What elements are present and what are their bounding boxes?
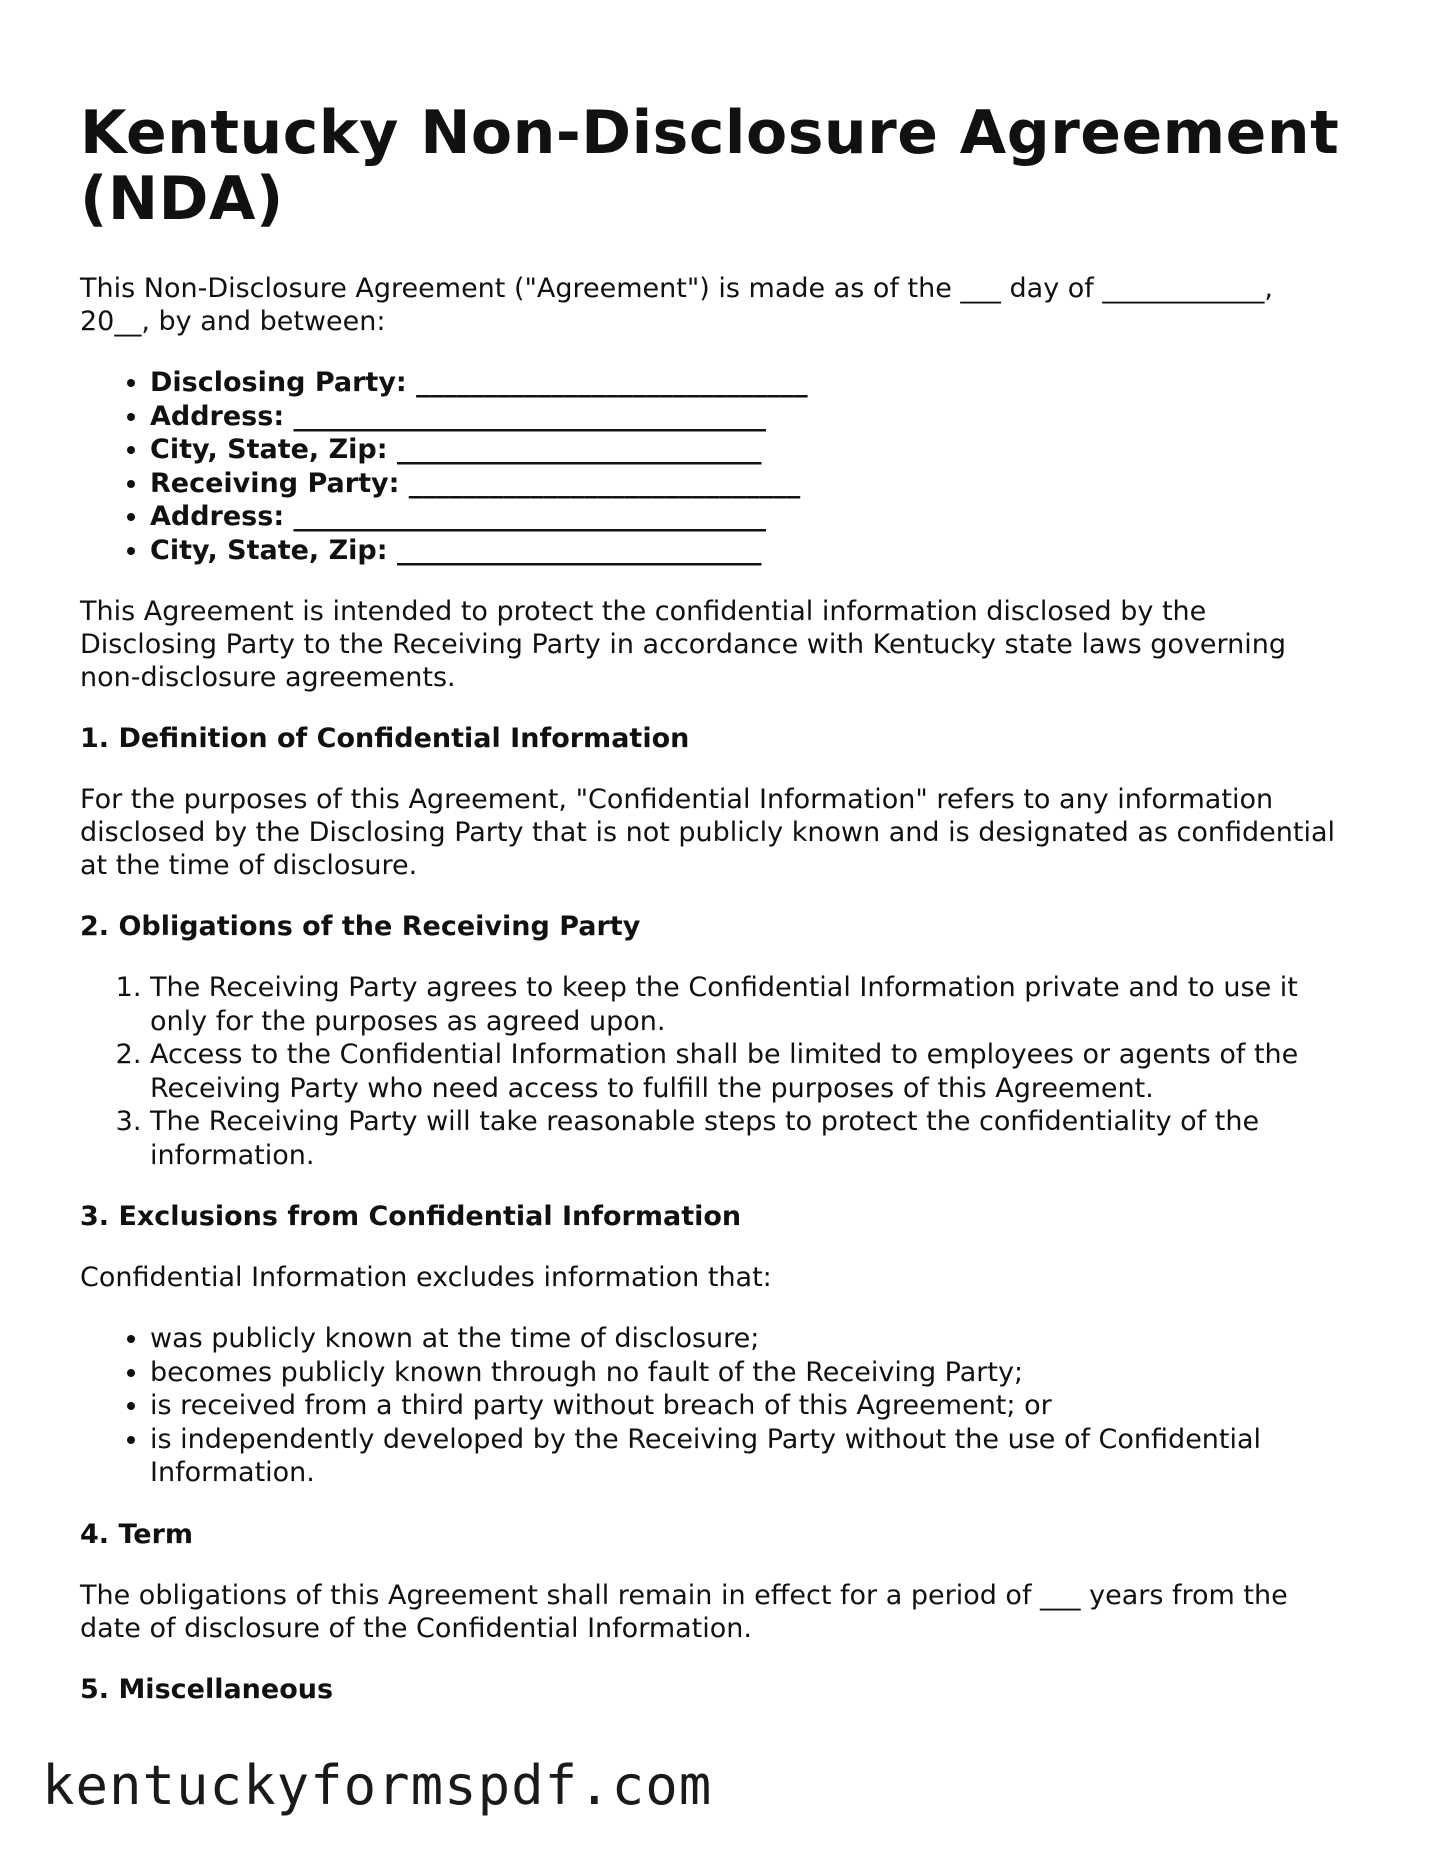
parties-list xyxy=(80,366,1350,567)
section-4-text: The obligations of this Agreement shall remain in effect for a period of ___ years from the date of disclosure of the Confidential Information. xyxy=(80,1579,1288,1644)
party-field-receiving-address: • Address: ___________________________________ xyxy=(150,500,1350,534)
intro-paragraph: This Non-Disclosure Agreement ("Agreement") is made as of the ___ day of ____________, 20__, by and between: xyxy=(80,273,1273,337)
obligations-list xyxy=(80,971,1350,1172)
exclusion-item: • was publicly known at the time of disclosure; xyxy=(150,1322,1350,1356)
party-field-disclosing-city: • City, State, Zip: ___________________________ xyxy=(150,433,1350,467)
exclusion-item: • is received from a third party without breach of this Agreement; or xyxy=(150,1389,1350,1423)
obligation-item: 2. Access to the Confidential Information shall be limited to employees or agents of the Receiving Party who need access to fulfill the purposes of this Agreement. xyxy=(150,1038,1350,1105)
purpose-paragraph: This Agreement is intended to protect the confidential information disclosed by the Disclosing Party to the Receiving Party in accordance with Kentucky state laws governing non-disclosure agreements. xyxy=(80,596,1286,693)
document-page xyxy=(80,100,1350,1734)
party-field-disclosing-party: • Disclosing Party: _____________________________ xyxy=(150,366,1350,400)
section-2-heading: 2. Obligations of the Receiving Party xyxy=(80,911,641,942)
exclusion-item: • becomes publicly known through no fault of the Receiving Party; xyxy=(150,1356,1350,1390)
section-3-heading: 3. Exclusions from Confidential Information xyxy=(80,1201,742,1232)
section-5-heading: 5. Miscellaneous xyxy=(80,1673,334,1705)
obligation-item: 3. The Receiving Party will take reasonable steps to protect the confidentiality of the information. xyxy=(150,1105,1350,1172)
section-4-heading: 4. Term xyxy=(80,1518,194,1550)
obligation-item: 1. The Receiving Party agrees to keep the Confidential Information private and to use it only for the purposes as agreed upon. xyxy=(150,971,1350,1038)
section-1-heading: 1. Definition of Confidential Information xyxy=(80,723,690,754)
site-watermark: kentuckyformspdf.com xyxy=(42,1754,713,1817)
document-title: Kentucky Non-Disclosure Agreement (NDA) xyxy=(80,98,1340,234)
section-1-text: For the purposes of this Agreement, "Confidential Information" refers to any information disclosed by the Disclosing Party that is not publicly known and is designated as confidential at the time of disclosure. xyxy=(80,784,1335,881)
party-field-disclosing-address: • Address: ___________________________________ xyxy=(150,400,1350,434)
exclusion-item: • is independently developed by the Receiving Party without the use of Confidential Information. xyxy=(150,1423,1350,1490)
section-3-text: Confidential Information excludes information that: xyxy=(80,1262,772,1293)
exclusions-list xyxy=(80,1322,1350,1490)
party-field-receiving-city: • City, State, Zip: ___________________________ xyxy=(150,534,1350,568)
party-field-receiving-party: • Receiving Party: _____________________________ xyxy=(150,467,1350,501)
